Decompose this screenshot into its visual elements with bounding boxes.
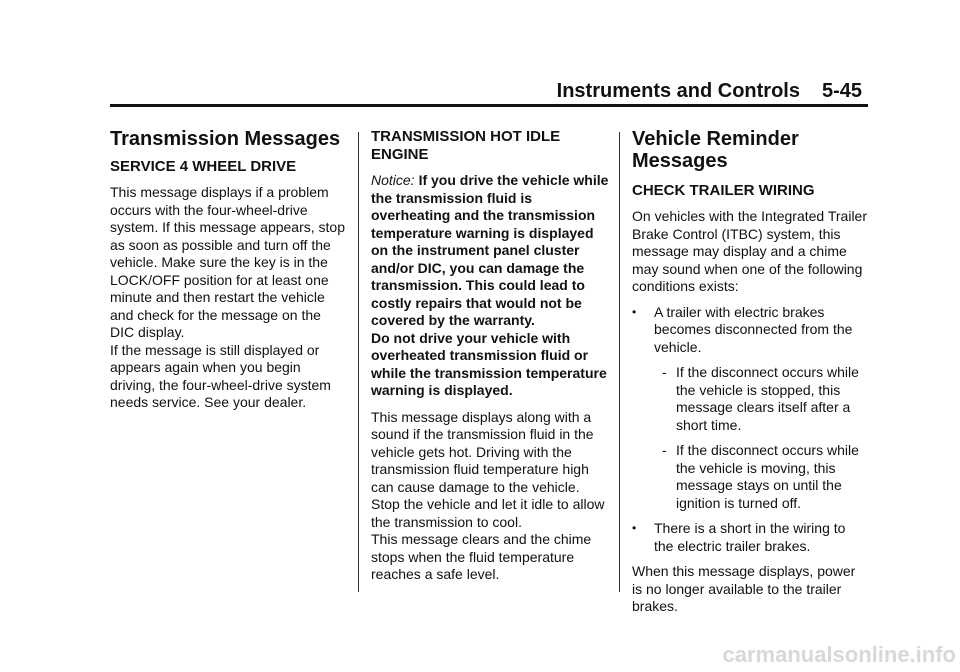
list-item (654, 442, 868, 512)
notice-text-1: If you drive the vehicle while the transmission fluid is overheating and the transmission temperature warning is displayed on the instrument panel cluster and/or DIC, you can damage the transmission. This could lead to costly repairs that would not be covered by the warranty. (371, 172, 609, 328)
transmission-messages-heading: Transmission Messages (110, 128, 341, 150)
notice-block (371, 172, 609, 330)
check-trailer-closing: When this message displays, power is no longer available to the trailer brakes. (632, 563, 856, 614)
header-rule (110, 104, 868, 107)
vehicle-reminder-heading: Vehicle Reminder Messages (632, 128, 799, 172)
notice-label: Notice: (371, 172, 415, 188)
column-divider-1 (358, 132, 359, 592)
service-4wd-subheading: SERVICE 4 WHEEL DRIVE (110, 158, 297, 175)
condition-list (632, 304, 868, 556)
sub-text-2: If the disconnect occurs while the vehicle is moving, this message stays on until the ignition is turned off. (676, 442, 859, 511)
check-trailer-intro: On vehicles with the Integrated Trailer Brake Control (ITBC) system, this message may display and a chime may sound when one of the following conditions exists: (632, 208, 868, 294)
column-3 (632, 128, 868, 624)
service-4wd-paragraph-1: This message displays if a problem occurs with the four-wheel-drive system. If this message appears, stop as soon as possible and turn off the vehicle. Make sure the key is in the LOCK/OFF position for at least one minute and then restart the vehicle and check for the message on the DIC display. (110, 184, 345, 340)
sub-text-1: If the disconnect occurs while the vehicle is stopped, this message clears itself after a short time. (676, 364, 859, 433)
section-title: Instruments and Controls (556, 80, 800, 102)
notice-text-2: Do not drive your vehicle with overheated transmission fluid or while the transmission temperature warning is displayed. (371, 329, 607, 398)
watermark: carmanualsonline.info (722, 642, 956, 667)
sub-condition-list (654, 364, 868, 512)
service-4wd-paragraph-2: If the message is still displayed or appears again when you begin driving, the four-wheel-drive system needs service. See your dealer. (110, 341, 331, 410)
bullet-text-2: There is a short in the wiring to the electric trailer brakes. (654, 520, 846, 554)
list-item (632, 304, 868, 513)
page-number: 5-45 (821, 80, 862, 102)
bullet-icon: • (632, 304, 637, 319)
transmission-hot-paragraph-2: This message clears and the chime stops when the fluid temperature reaches a safe level. (371, 531, 592, 582)
dash-icon: - (662, 442, 667, 458)
check-trailer-subheading: CHECK TRAILER WIRING (632, 182, 815, 199)
transmission-hot-subheading: TRANSMISSION HOT IDLE ENGINE (371, 128, 561, 163)
column-divider-2 (619, 132, 620, 592)
list-item (632, 520, 868, 555)
column-1 (110, 128, 346, 420)
column-2 (371, 128, 609, 592)
list-item (654, 364, 868, 434)
bullet-icon: • (632, 521, 637, 535)
dash-icon: - (662, 364, 667, 380)
bullet-text-1: A trailer with electric brakes becomes disconnected from the vehicle. (654, 303, 853, 355)
transmission-hot-paragraph-1: This message displays along with a sound if the transmission fluid in the vehicle gets hot. Driving with the transmission fluid temperature high can cause damage to the vehicle. Stop the vehicle and let it idle to allow the transmission to cool. (371, 408, 605, 530)
